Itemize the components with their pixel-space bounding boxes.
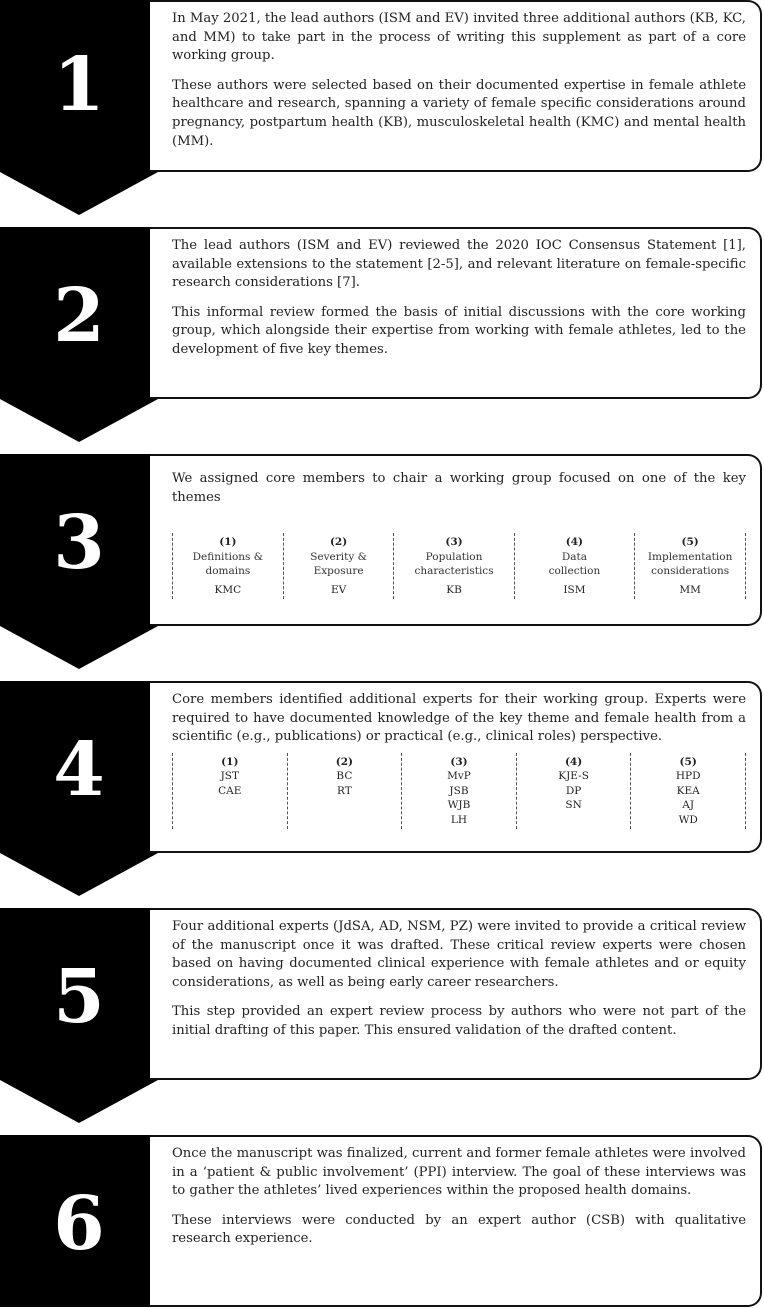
theme-1-index: (1) [219, 536, 237, 549]
theme-5 [634, 533, 746, 599]
expert-group-5-index: (5) [679, 755, 697, 768]
expert-member: WJB [447, 799, 471, 812]
theme-columns [172, 533, 746, 599]
expert-member: KEA [676, 784, 700, 797]
expert-group-1 [172, 753, 287, 830]
theme-2 [283, 533, 394, 599]
step-2 [0, 227, 764, 442]
step-6-paragraph-2: These interviews were conducted by an expert author (CSB) with qualitative research experience. [172, 1212, 746, 1247]
expert-member: WD [678, 813, 698, 826]
theme-3-index: (3) [445, 536, 463, 549]
expert-group-1-index: (1) [221, 755, 239, 768]
step-2-paragraph-1: The lead authors (ISM and EV) reviewed the 2020 IOC Consensus Statement [1], available extensions to the statement [2-5], and relevant literature on female-specific research considerations [7]. [172, 238, 746, 291]
theme-3-label: Population characteristics [414, 550, 494, 578]
step-2-paragraph-2: This informal review formed the basis of initial discussions with the core working group, which alongside their expertise from working with female athletes, led to the development of five key themes. [172, 304, 746, 357]
theme-4-index: (4) [565, 536, 584, 549]
theme-1 [172, 533, 283, 599]
expert-group-5 [630, 753, 746, 830]
expert-group-3 [401, 753, 516, 830]
expert-member: JSB [449, 784, 469, 797]
step-3-intro: We assigned core members to chair a working group focused on one of the key themes [172, 471, 746, 505]
step-6-box [150, 1135, 762, 1307]
theme-2-label: Severity & Exposure [310, 550, 367, 578]
theme-3-chair: KB [446, 583, 462, 596]
theme-3 [393, 533, 513, 599]
expert-member: JST [220, 770, 239, 783]
step-1-box [150, 0, 762, 172]
expert-group-4-index: (4) [564, 755, 583, 768]
expert-group-2-index: (2) [335, 755, 354, 768]
expert-member: AJ [682, 799, 695, 812]
step-1-paragraph-2: These authors were selected based on their documented expertise in female athlete healthcare and research, spanning a variety of female specific considerations around pregnancy, postpartum health (KB), musculoskeletal health (KMC) and mental health (MM). [172, 77, 746, 149]
expert-group-3-index: (3) [450, 755, 468, 768]
theme-4 [514, 533, 635, 599]
expert-member: RT [337, 784, 352, 797]
theme-5-label: Implementation considerations [647, 550, 733, 578]
expert-member: MvP [447, 770, 471, 783]
expert-columns [172, 753, 746, 830]
expert-member: KJE-S [558, 770, 589, 783]
expert-group-4 [516, 753, 631, 830]
expert-group-2 [287, 753, 402, 830]
theme-4-label: Data collection [548, 550, 601, 578]
theme-1-chair: KMC [214, 583, 242, 596]
step-6-paragraph-1: Once the manuscript was finalized, current and former female athletes were involved in a ‘patient & public involvement’ (PPI) interview. The goal of these interviews was to gather the athletes’ lived experiences within the proposed health domains. [172, 1146, 746, 1199]
theme-5-index: (5) [681, 536, 699, 549]
theme-2-index: (2) [329, 536, 348, 549]
step-1-number: 1 [53, 42, 105, 128]
expert-member: BC [336, 770, 353, 783]
step-1 [0, 0, 764, 215]
step-2-number: 2 [53, 273, 105, 359]
step-5-number: 5 [53, 954, 105, 1040]
step-3-box [150, 454, 762, 626]
theme-1-label: Definitions & domains [192, 550, 264, 578]
step-4-box [150, 681, 762, 853]
step-5-paragraph-2: This step provided an expert review process by authors who were not part of the initial drafting of this paper. This ensured validation of the drafted content. [172, 1004, 746, 1038]
expert-member: LH [450, 813, 468, 826]
step-4-number: 4 [53, 727, 105, 813]
step-5-paragraph-1: Four additional experts (JdSA, AD, NSM, PZ) were invited to provide a critical review of the manuscript once it was drafted. These critical review experts were chosen based on having documented clinical experience with female athletes and or equity considerations, as well as being early career researchers. [172, 919, 746, 990]
step-6-number: 6 [53, 1181, 105, 1267]
expert-member: DP [565, 784, 582, 797]
theme-2-chair: EV [330, 583, 347, 596]
expert-member: SN [565, 799, 582, 812]
step-3-number: 3 [53, 500, 105, 586]
expert-member: CAE [218, 784, 242, 797]
step-4 [0, 681, 764, 896]
expert-member: HPD [675, 770, 701, 783]
step-4-intro: Core members identified additional experts for their working group. Experts were required to have documented knowledge of the key theme and female health from a scientific (e.g., publications) or practical (e.g., clinical roles) perspective. [172, 692, 746, 745]
theme-4-chair: ISM [563, 583, 586, 596]
step-6 [0, 1135, 764, 1307]
step-5-box [150, 908, 762, 1080]
theme-5-chair: MM [679, 583, 701, 596]
step-2-box [150, 227, 762, 399]
step-3 [0, 454, 764, 669]
step-5 [0, 908, 764, 1123]
step-1-paragraph-1: In May 2021, the lead authors (ISM and EV) invited three additional authors (KB, KC, and MM) to take part in the process of writing this supplement as part of a core working group. [172, 11, 746, 64]
